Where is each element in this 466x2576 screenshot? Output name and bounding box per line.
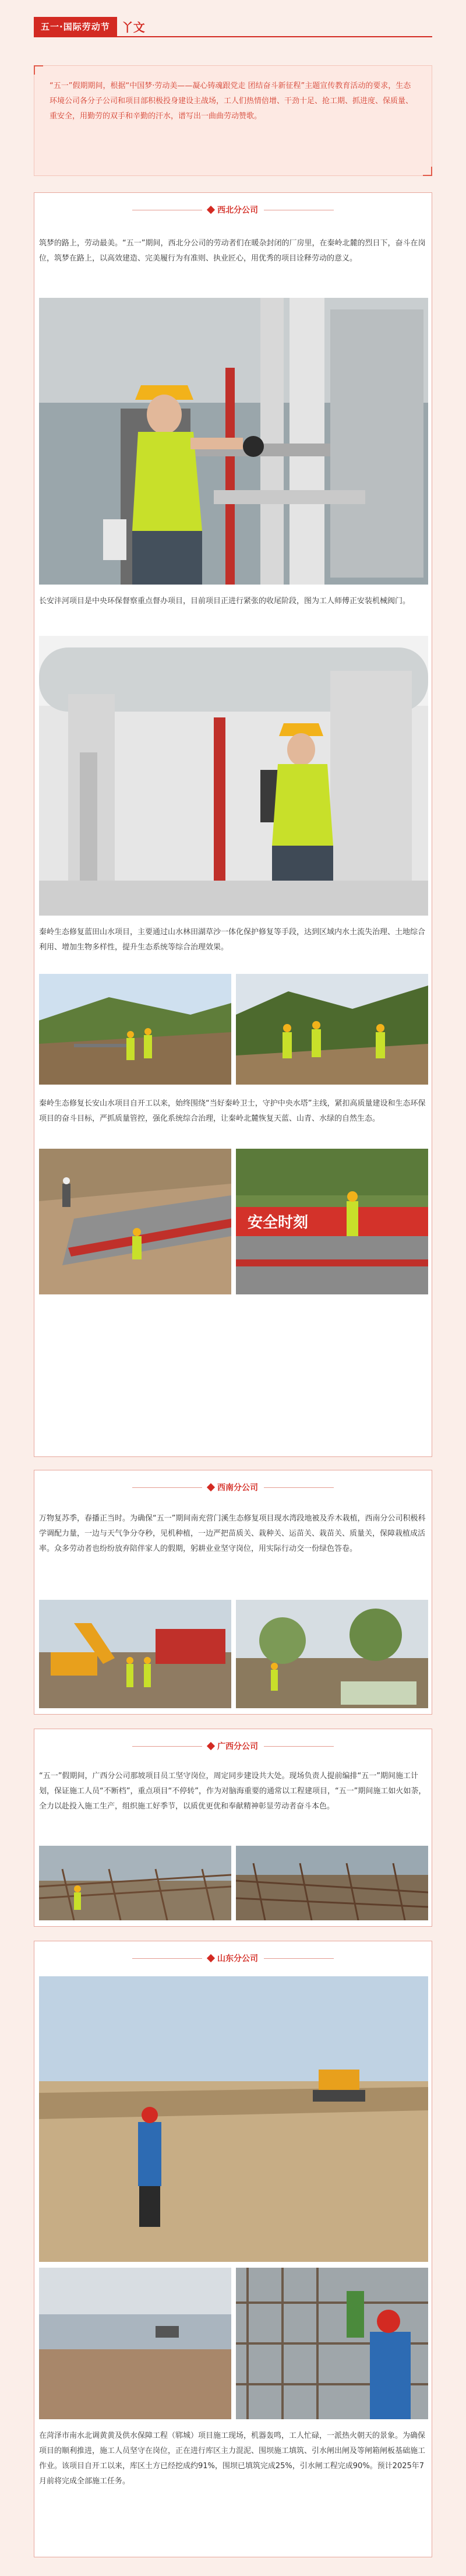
section-guangxi: [34, 1729, 432, 1927]
section-title: [34, 1949, 432, 1967]
paragraph: 筑梦的路上，劳动最美。“五一”期间，西北分公司的劳动者们在暖杂封闭的厂房里，在秦岭北麓的烈日下，奋斗在岗位，筑梦在路上，以高效建造、完美履行为有准则、执业匠心，用优秀的项目诠释劳动的意义。: [39, 239, 426, 263]
corner-ornament: [423, 167, 432, 176]
section-southwest: [34, 1470, 432, 1715]
diamond-icon: [207, 1483, 215, 1491]
photo-slope-right: [236, 974, 428, 1085]
header-tag: 五一·国际劳动节: [34, 17, 117, 36]
photo-slope-left: [39, 974, 231, 1085]
photo-safety-banner: [236, 1149, 428, 1294]
paragraph: 秦岭生态修复蓝田山水项目，主要通过山水林田湖草沙一体化保护修复等手段，达到区域内水土流失治理、土地综合利用、增加生物多样性，提升生态系统等综合治理效果。: [39, 928, 426, 952]
section-title-label: 广西分公司: [217, 1742, 258, 1751]
intro-text: “五一”假期期间，根据“中国梦·劳动美——凝心铸魂跟党走 团结奋斗新征程”主题宣传教育活动的要求，生态环境公司各分子公司和项目部积极投身建设主战场，工人们热情倍增、干劲十足、抢工期、抓进度、保质量、重安全，用勤劳的双手和辛勤的汗水，谱写出一曲曲劳动赞歌。: [50, 82, 414, 121]
intro-box: [34, 65, 432, 176]
section-title-label: 西南分公司: [217, 1483, 258, 1493]
paragraph: 长安沣河项目是中央环保督察重点督办项目，目前项目正进行紧张的收尾阶段，图为工人师傅正安装机械阀门。: [39, 597, 411, 606]
section-title-label: 山东分公司: [217, 1954, 258, 1963]
photo-channel-work: [39, 1149, 231, 1294]
header-divider: [34, 36, 432, 37]
section-title: [34, 201, 432, 219]
section-title-label: 西北分公司: [217, 206, 258, 215]
section-title: [34, 1737, 432, 1755]
photo-worker-tanks: [39, 636, 428, 916]
header-decoration: 丫文: [121, 20, 145, 34]
photo-rebar-left: [39, 1846, 231, 1920]
diamond-icon: [207, 1954, 215, 1962]
paragraph: 在菏泽市南水北调黄黄及供水保障工程（郓城）项目施工现场，机器轰鸣，工人忙碌，一派热火朝天的景象。为确保项目的顺利推进，施工人员坚守在岗位，正在进行库区主力混泥、围坝施工填筑、引水闸出闸及等闸箱闸板基础施工作业。该项目自开工以来，库区土方已经挖成约91%，围坝已填筑完成25%，引水闸工程完成90%。预计2025年7月前将完成全部施工任务。: [39, 2431, 426, 2486]
svg-text:安全时刻: 安全时刻: [248, 1214, 309, 1231]
diamond-icon: [207, 206, 215, 214]
section-title: [34, 1479, 432, 1496]
photo-worker-valve: [39, 298, 428, 585]
corner-ornament: [34, 65, 43, 75]
photo-lake: [39, 2268, 231, 2419]
photo-excavator: [39, 1600, 231, 1708]
photo-planting: [236, 1600, 428, 1708]
diamond-icon: [207, 1742, 215, 1750]
paragraph: 万物复苏季，春播正当时。为确保“五一”期间南充营门溪生态修复项目现水湾段地被及乔木栽植，西南分公司积极科学调配力量，一边与天气争分夺秒，见机种植，一边严把苗质关、栽种关、运苗关、栽苗关、质量关，保障栽植成活率。众多劳动者也纷纷放弃陪伴家人的假期，躬耕业业坚守岗位，用实际行动交一份绿色答卷。: [39, 1514, 426, 1553]
paragraph: 秦岭生态修复长安山水项目自开工以来，始终围绕“当好秦岭卫士，守护中央水塔”主线，紧扣高质量建设和生态环保项目的奋斗目标，严抓质量管控，强化系统综合治理，让秦岭北麓恢复天蓝、山青、水绿的自然生态。: [39, 1099, 426, 1123]
paragraph: “五一”假期间，广西分公司那坡项目员工坚守岗位，周定同步建设共大处。现场负责人提前编排“五一”期间施工计划，保证施工人员“不断档”，重点项目“不停转”，作为对脑海重要的通常以工程建项目，“五一”期间施工如火如荼，全力以赴投入施工生产，组织施工好季节，以质优更优和奉献精神彰显劳动者奋斗本色。: [39, 1772, 426, 1811]
header: [34, 16, 145, 36]
section-northwest: [34, 192, 432, 1457]
photo-scaffold: [236, 2268, 428, 2419]
section-shandong: [34, 1941, 432, 2557]
photo-roller: [39, 1976, 428, 2262]
photo-rebar-right: [236, 1846, 428, 1920]
